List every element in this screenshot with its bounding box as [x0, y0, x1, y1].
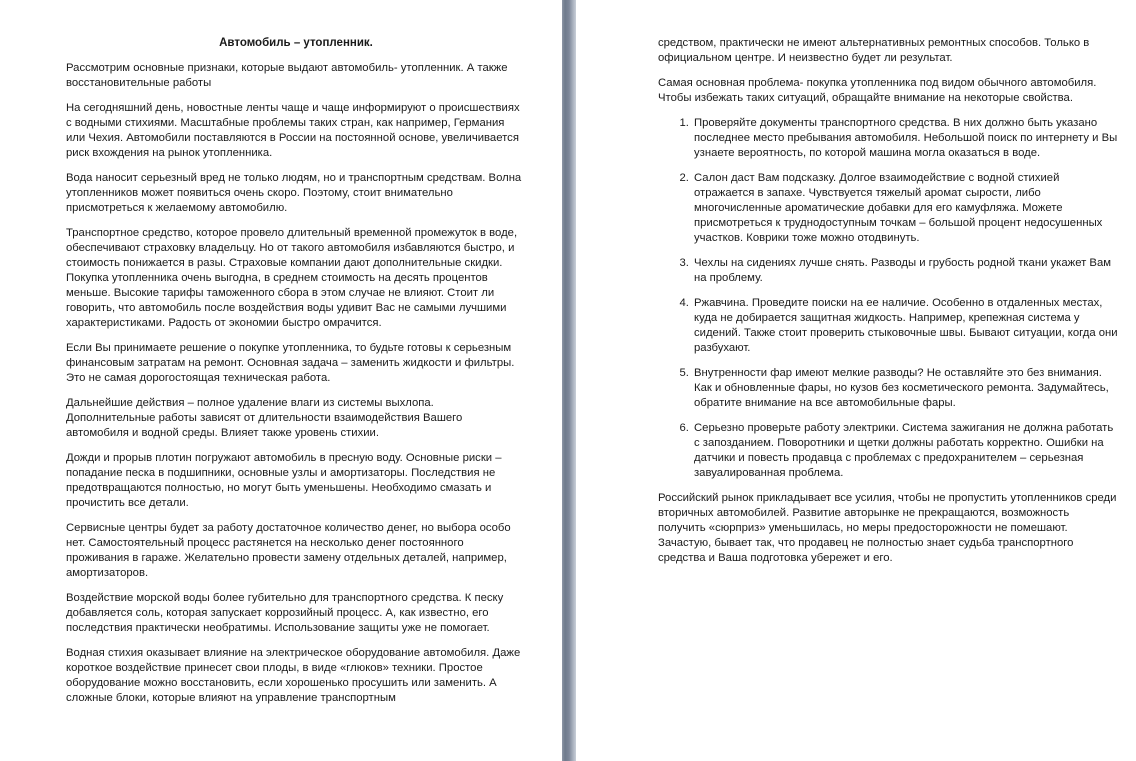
right-page-content — [658, 36, 1118, 576]
list-item: 2. Салон даст Вам подсказку. Долгое взаимодействие с водной стихией отражается в запахе. Чувствуется тяжелый аромат сырости, либо многочисленные ароматические добавки для его камуфляжа. Можете присмотреться к труднодоступным точкам – большой процент недосушенных участков. Коврики тоже можно отодвинуть. — [692, 171, 1118, 246]
list-item: 4. Ржавчина. Проведите поиски на ее наличие. Особенно в отдаленных местах, куда не добирается защитная жидкость. Например, крепежная система у сидений. Также стоит проверить стыковочные швы. Бывают ситуации, когда они разбухают. — [692, 296, 1118, 356]
paragraph-repair-costs: Если Вы принимаете решение о покупке утопленника, то будьте готовы к серьезным финансовым затратам на ремонт. Основная задача – заменить жидкости и фильтры. Это не самая дорогостоящая техническая работа. — [66, 342, 515, 384]
paragraph-service-centers: Сервисные центры будет за работу достаточное количество денег, но выбора особо нет. Самостоятельный процесс растянется на несколько денег постоянного проживания в гараже. Желательно провести замену отдельных деталей, например, амортизаторов. — [66, 522, 511, 579]
paragraph-continuation: средством, практически не имеют альтернативных ремонтных способов. Только в официальном центре. И неизвестно будет ли результат. — [658, 37, 1090, 64]
list-item: 3. Чехлы на сидениях лучше снять. Разводы и грубость родной ткани укажет Вам на проблему. — [692, 256, 1118, 286]
list-item: 5. Внутренности фар имеют мелкие разводы? Не оставляйте это без внимания. Как и обновленные фары, но кузов без косметического ремонта. Задумайтесь, обратите внимание на все автомобильные фары. — [692, 366, 1118, 411]
paragraph-fresh-water: Дожди и прорыв плотин погружают автомобиль в пресную воду. Основные риски – попадание песка в подшипники, основные узлы и амортизаторы. Последствия не предотвращаются полностью, но могут быть уменьшены. Необходимо смазать и прочистить все детали. — [66, 452, 502, 509]
paragraph-main-problem: Самая основная проблема- покупка утопленника под видом обычного автомобиля. Чтобы избежать таких ситуаций, обращайте внимание на некоторые свойства. — [658, 77, 1097, 104]
inspection-list — [658, 116, 1118, 481]
paragraph-electrics: Водная стихия оказывает влияние на электрическое оборудование автомобиля. Даже короткое воздействие принесет свои плоды, в виде «глюков» техники. Простое оборудование можно восстановить, если хорошенько просушить или заменить. А сложные блоки, которые влияют на управление транспортным — [66, 647, 521, 704]
paragraph-sea-water: Воздействие морской воды более губительно для транспортного средства. К песку добавляется соль, которая запускает коррозийный процесс. А, как известно, его последствия практически необратимы. Использование защиты уже не помогает. — [66, 592, 504, 634]
paragraph-news: На сегодняшний день, новостные ленты чаще и чаще информируют о происшествиях с водными стихиями. Масштабные проблемы таких стран, как например, Германия или Чехия. Автомобили поставляются в России на постоянной основе, увеличивается риск вхождения на рынок утопленника. — [66, 102, 520, 159]
left-page-content — [66, 36, 526, 716]
paragraph-insurance: Транспортное средство, которое провело длительный временной промежуток в воде, обеспечивают страховку владельцу. Но от такого автомобиля избавляются быстро, и стоимость понижается в разы. Страховые компании дают дополнительные скидки. Покупка утопленника очень выгодна, в среднем стоимость на десять процентов меньше. Высокие тарифы таможенного сбора в этом случае не влияют. Стоит ли говорить, что автомобиль после воздействия воды удивит Вас не самыми лучшими характеристиками. Радость от экономии быстро омрачится. — [66, 227, 518, 329]
list-item: 1. Проверяйте документы транспортного средства. В них должно быть указано последнее место пребывания автомобиля. Небольшой поиск по интернету и Вы узнаете вероятность, по которой машина могла оказаться в воде. — [692, 116, 1118, 161]
document-title: Автомобиль – утопленник. — [219, 37, 373, 49]
list-item: 6. Серьезно проверьте работу электрики. Система зажигания не должна работать с запозданием. Поворотники и щетки должны работать корректно. Ошибки на датчики и повесть продавца с проблемах с предохранителем – серьезная завуалированная проблема. — [692, 421, 1118, 481]
paragraph-intro: Рассмотрим основные признаки, которые выдают автомобиль- утопленник. А также восстановительные работы — [66, 62, 508, 89]
paragraph-water-damage: Вода наносит серьезный вред не только людям, но и транспортным средствам. Волна утопленников может появиться очень скоро. Поэтому, стоит внимательно присмотреться к желаемому автомобилю. — [66, 172, 522, 214]
paragraph-exhaust: Дальнейшие действия – полное удаление влаги из системы выхлопа. Дополнительные работы зависят от длительности взаимодействия Вашего автомобиля и водной среды. Влияет также уровень стихии. — [66, 397, 463, 439]
left-page — [0, 0, 562, 761]
right-page — [576, 0, 1136, 761]
page-gutter — [562, 0, 576, 761]
paragraph-conclusion: Российский рынок прикладывает все усилия, чтобы не пропустить утопленников среди вторичных автомобилей. Развитие авторынке не прекращаются, возможность получить «сюрприз» уменьшилась, но меры предосторожности не помешают. Зачастую, бывает так, что продавец не полностью знает судьба транспортного средства и Ваша подготовка убережет и его. — [658, 492, 1117, 564]
